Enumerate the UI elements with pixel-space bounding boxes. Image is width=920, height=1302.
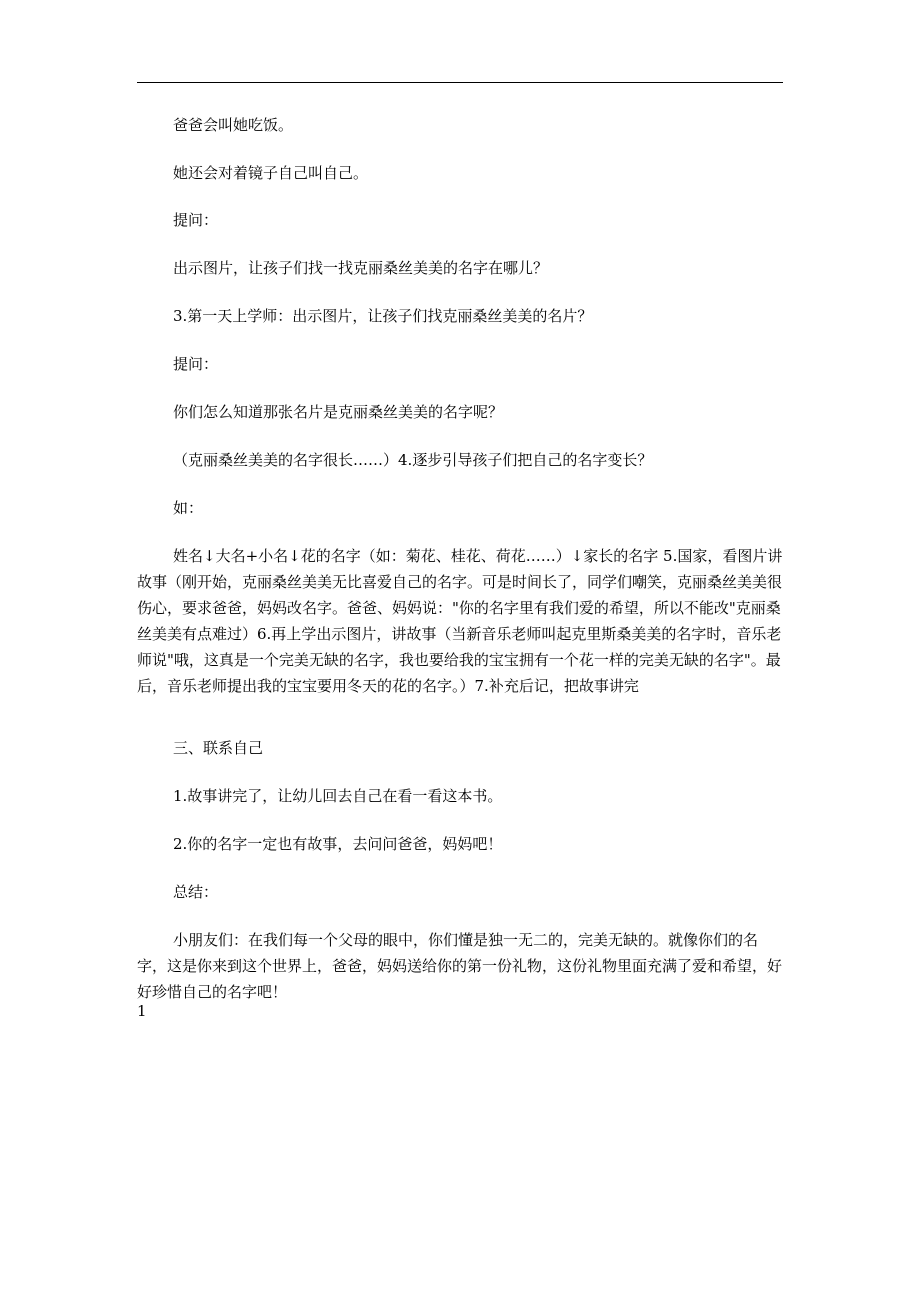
paragraph-11: 三、联系自己 <box>173 739 264 757</box>
paragraph-7: 你们怎么知道那张名片是克丽桑丝美美的名字呢？ <box>173 403 504 421</box>
paragraph-14: 总结： <box>173 883 219 901</box>
paragraph-13: 2.你的名字一定也有故事，去问问爸爸，妈妈吧！ <box>173 835 503 853</box>
paragraph-6: 提问： <box>173 355 219 373</box>
paragraph-4: 出示图片，让孩子们找一找克丽桑丝美美的名字在哪儿？ <box>173 259 549 277</box>
paragraph-1: 爸爸会叫她吃饭。 <box>173 116 294 134</box>
paragraph-10: 姓名↓大名+小名↓花的名字（如：菊花、桂花、荷花……）↓家长的名字 5.国家，看图片讲故事（刚开始，克丽桑丝美美无比喜爱自己的名字。可是时间长了，同学们嘲笑，克丽桑丝美美很伤心，要求爸爸，妈妈改名字。爸爸、妈妈说："你的名字里有我们爱的希望，所以不能改"克丽桑丝美美有点难过）6.再上学出示图片，讲故事（当新音乐老师叫起克里斯桑美美的名字时，音乐老师说"哦，这真是一个完美无缺的名字，我也要给我的宝宝拥有一个花一样的完美无缺的名字"。最后，音乐老师提出我的宝宝要用冬天的花的名字。）7.补充后记，把故事讲完 <box>137 547 783 695</box>
paragraph-12: 1.故事讲完了，让幼儿回去自己在看一看这本书。 <box>173 787 503 805</box>
header-rule <box>137 82 783 83</box>
paragraph-5: 3.第一天上学师：出示图片，让孩子们找克丽桑丝美美的名片？ <box>173 307 593 325</box>
paragraph-3: 提问： <box>173 211 219 229</box>
paragraph-2: 她还会对着镜子自己叫自己。 <box>173 164 369 182</box>
paragraph-15: 小朋友们：在我们每一个父母的眼中，你们懂是独一无二的，完美无缺的。就像你们的名字，这是你来到这个世界上，爸爸，妈妈送给你的第一份礼物，这份礼物里面充满了爱和希望，好好珍惜自己的名字吧！ <box>137 931 783 1001</box>
paragraph-9: 如： <box>173 499 204 517</box>
paragraph-8: （克丽桑丝美美的名字很长……）4.逐步引导孩子们把自己的名字变长？ <box>173 451 653 469</box>
page-number: 1 <box>137 1002 147 1020</box>
